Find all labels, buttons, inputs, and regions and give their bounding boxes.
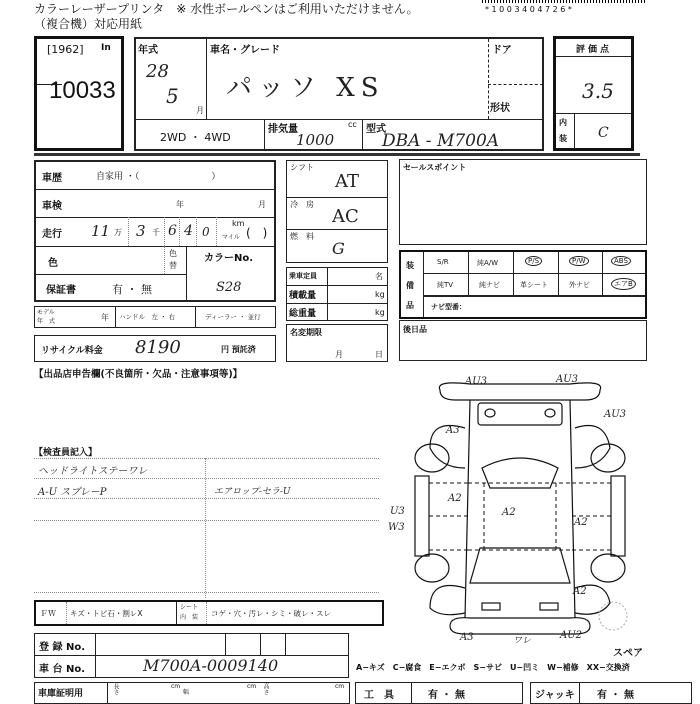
later-items-label: 後日品: [403, 325, 427, 334]
length-label: 長さ: [112, 683, 119, 695]
damage-mark: AU2: [560, 630, 583, 641]
damage-mark: A2: [448, 493, 462, 504]
ac-label: 冷 房: [290, 200, 314, 209]
history-table: [34, 160, 276, 302]
height-label: 高さ: [262, 683, 269, 695]
lot-box: [34, 36, 124, 151]
shift-label: シフト: [290, 163, 314, 172]
color-change-label: 色: [169, 249, 177, 258]
damage-mark: AU3: [556, 374, 579, 385]
chassis-value: M700A-0009140: [143, 656, 279, 675]
warranty-value: 有 ・ 無: [112, 283, 152, 296]
name-change-box: [286, 324, 388, 362]
shape-label: 形状: [490, 103, 510, 114]
mileage-digit: 0: [202, 225, 210, 239]
seat-label-2: 内 装: [180, 614, 199, 621]
color-label: 色: [48, 258, 58, 269]
model-year-unit: 年: [101, 313, 109, 322]
cm-unit: cm: [247, 683, 257, 690]
recycle-label: リサイクル料金: [41, 346, 103, 356]
seat-options: コゲ・穴・汚レ・シミ・破レ・スレ: [211, 609, 331, 618]
damage-mark: A2: [502, 507, 516, 518]
tools-value: 有 ・ 無: [428, 690, 465, 701]
inspector-label: 【検査員記入】: [34, 448, 98, 458]
model-year-label: モデル: [37, 309, 55, 316]
load-unit: kg: [375, 290, 385, 299]
spare-label: スペア: [613, 648, 643, 659]
door-label: ドア: [492, 45, 512, 56]
name-change-label: 名変期限: [290, 328, 322, 337]
lot-number: 10033: [49, 77, 116, 104]
model-label: 型式: [366, 124, 386, 135]
shift-value: AT: [335, 171, 360, 192]
barcode: [482, 0, 647, 3]
car-name-value: パッソ XS: [226, 73, 385, 103]
interior-label: 内: [559, 118, 567, 127]
ac-value: AC: [332, 206, 359, 227]
model-value: DBA - M700A: [382, 131, 500, 151]
inspector-note: A-U スプレーP: [38, 487, 107, 498]
name-change-month: 月: [335, 350, 343, 359]
jack-box: [530, 682, 692, 704]
history-label: 車歴: [42, 173, 62, 184]
damage-mark: A3: [446, 425, 460, 436]
damage-mark: A2: [574, 517, 588, 528]
garage-row: [34, 682, 350, 704]
vehicle-box: [134, 37, 544, 151]
sales-point-box: [399, 159, 647, 245]
km-unit: km: [232, 219, 245, 228]
interior-grade: C: [598, 125, 609, 141]
recycle-suffix: 円 預託済: [221, 345, 256, 354]
fw-row: [34, 600, 384, 626]
jack-value: 有 ・ 無: [597, 690, 634, 701]
damage-legend: A−キズ C−腐食 E−エクボ S−サビ U−凹ミ W−補修 XX−交換済: [356, 663, 630, 672]
header-line1: カラーレーザープリンタ ※ 水性ボールペンはご利用いただけません。: [34, 2, 419, 16]
month-label: 月: [196, 106, 204, 115]
inspection-label: 車検: [42, 201, 62, 212]
dealer-option: ディーラー ・ 並行: [205, 313, 261, 321]
mileage-digit: 6: [168, 223, 177, 239]
damage-mark: W3: [388, 522, 405, 533]
tools-label: 工 具: [364, 690, 394, 701]
fw-options: キズ・トビ石・割レX: [70, 609, 143, 618]
seat-label: シート: [180, 604, 199, 611]
damage-mark: AU3: [465, 376, 488, 387]
handle-option: ハンドル 左 ・ 右: [119, 313, 176, 321]
damage-mark: A2: [573, 586, 587, 597]
equip-alloy-wheels: 純A/W: [477, 259, 499, 267]
equip-power-steering: P/S: [525, 256, 542, 266]
weight-label: 総重量: [289, 309, 317, 319]
equip-navi: 純ナビ: [479, 281, 500, 289]
registration-table: [34, 633, 349, 678]
equipment-label: 品: [406, 301, 414, 310]
later-items-box: [399, 320, 647, 361]
mile-unit: マイル: [222, 234, 240, 241]
garage-label: 車庫証明用: [38, 689, 84, 699]
width-label: 幅: [183, 689, 190, 696]
mileage-man: 11: [91, 222, 111, 240]
chassis-label: 車 台 No.: [39, 664, 86, 675]
damage-mark: AU3: [604, 409, 627, 420]
history-value: 自家用 ・（ ）: [96, 172, 221, 182]
fw-label: ＦＷ: [40, 609, 56, 618]
equip-aftermarket-navi: 外ナビ: [569, 281, 590, 289]
tools-box: [355, 682, 523, 704]
model-year-row: [34, 306, 276, 328]
recycle-row: [34, 335, 276, 362]
jack-label: ジャッキ: [535, 690, 575, 701]
equip-abs: ABS: [611, 256, 631, 266]
equip-tv: 純TV: [437, 281, 454, 289]
equipment-label: 装: [406, 261, 414, 270]
mileage-digit: 4: [184, 223, 193, 239]
displacement-label: 排気量: [268, 124, 298, 135]
capacity-box: [286, 267, 388, 321]
grade-label: 評価点: [576, 45, 613, 55]
navi-model-label: ナビ型番：: [431, 303, 466, 311]
lot-code: [1962]: [47, 43, 84, 56]
color-change-label-2: 替: [169, 261, 177, 270]
recycle-value: 8190: [135, 337, 181, 358]
inspection-month: 月: [258, 200, 266, 209]
grade-box: [553, 36, 634, 151]
cm-unit: cm: [335, 683, 345, 690]
weight-unit: kg: [375, 308, 385, 317]
seller-notes-label: 【出品店申告欄(不良箇所・欠品・注意事項等)】: [34, 369, 243, 380]
equipment-box: [399, 250, 647, 319]
header-line2: （複合機）対応用紙: [34, 17, 143, 31]
registration-label: 登 録 No.: [39, 642, 86, 653]
fuel-value: G: [332, 239, 345, 258]
load-label: 積載量: [289, 291, 317, 301]
damage-mark: ワレ: [513, 636, 532, 646]
sales-point-label: セールスポイント: [403, 163, 467, 172]
displacement-value: 1000: [296, 131, 335, 149]
car-name-label: 車名・グレード: [210, 45, 280, 56]
specs-box: [286, 160, 388, 263]
inspection-year: 年: [176, 200, 184, 209]
mileage-sen-unit: 千: [152, 228, 160, 237]
month-value: 5: [166, 84, 179, 108]
color-no-label: カラーNo.: [204, 253, 254, 264]
name-change-day: 日: [375, 350, 383, 359]
inspector-note: ヘッドライトステーワレ: [38, 466, 148, 477]
mileage-sen: 3: [136, 222, 146, 240]
equip-sunroof: S/R: [437, 258, 449, 266]
capacity-label: 乗車定員: [289, 272, 317, 280]
color-no-value: S28: [216, 280, 242, 295]
capacity-unit: 名: [375, 272, 383, 281]
mileage-label: 走行: [42, 229, 62, 240]
inspector-note: エアロップ-セラ-U: [214, 487, 291, 497]
warranty-label: 保証書: [46, 285, 76, 296]
year-label: 年式: [138, 45, 158, 56]
damage-mark: U3: [390, 506, 405, 517]
grade-score: 3.5: [582, 79, 614, 103]
drive-type: 2WD ・ 4WD: [160, 131, 231, 144]
lot-in-label: In: [101, 43, 111, 53]
model-year-label-2: 年 式: [37, 318, 56, 325]
equip-leather: 革シート: [520, 281, 548, 289]
equip-airbag: エアB: [611, 278, 636, 290]
mileage-paren: ( ): [246, 226, 268, 240]
equip-power-windows: P/W: [569, 256, 589, 266]
barcode-number: * 1 0 0 3 4 0 4 7 2 6 *: [485, 5, 572, 14]
damage-mark: A3: [460, 632, 474, 643]
year-value: 28: [146, 61, 169, 82]
fuel-label: 燃 料: [290, 232, 314, 241]
cm-unit: cm: [171, 683, 181, 690]
mileage-man-unit: 万: [114, 228, 122, 237]
cc-label: cc: [348, 120, 357, 129]
interior-label-2: 装: [559, 134, 567, 143]
car-diagram: [410, 378, 630, 643]
equipment-label: 備: [406, 281, 414, 290]
